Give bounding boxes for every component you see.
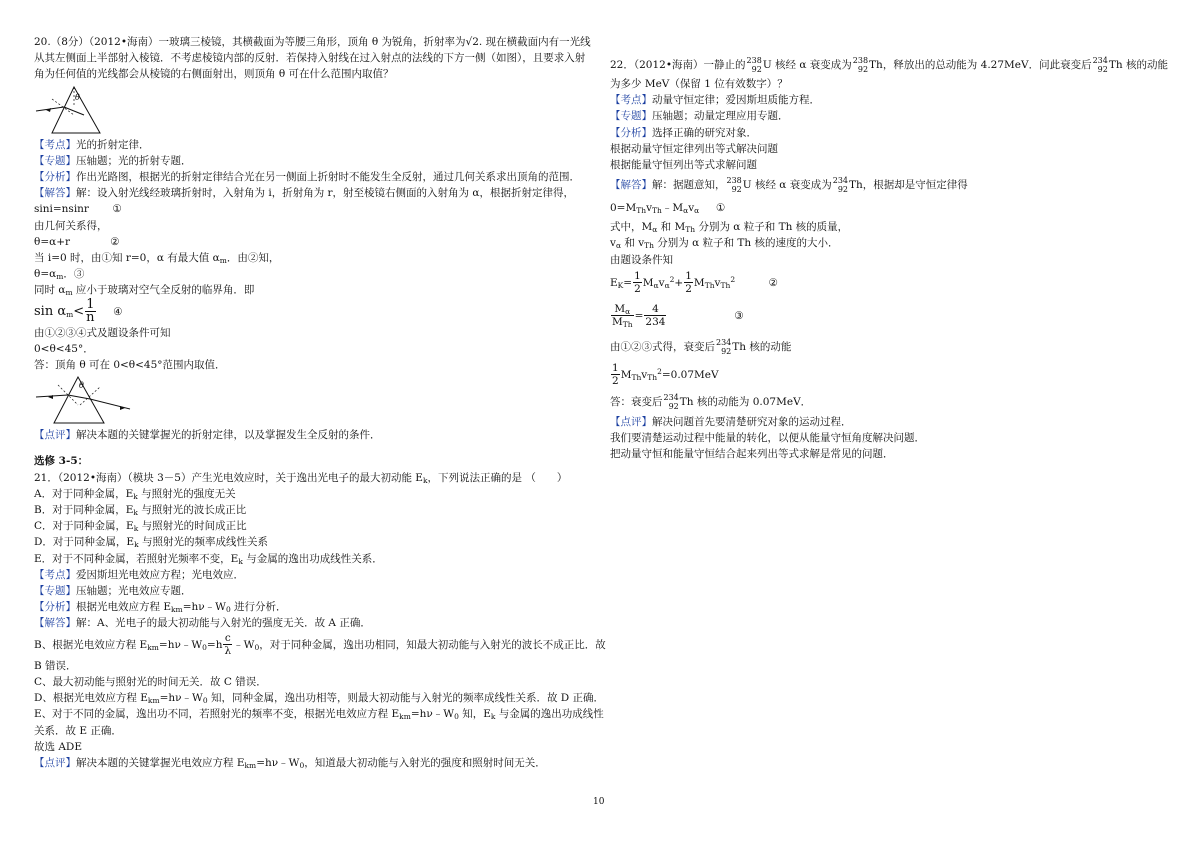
equation-2: θ=α+r ② (34, 235, 120, 248)
kaodian-22: 【考点】动量守恒定律；爱因斯坦质能方程． (610, 94, 820, 107)
critical-angle-line: 同时 $\alpha_m$ 应小于玻璃对空气全反射的临界角．即 (34, 284, 255, 298)
option-b: B．对于同种金属，$E_k$ 与照射光的波长成正比 (34, 504, 247, 518)
fenxi-21: 【分析】根据光电效应方程 $E_{km}=h\nu﹣W_0$ 进行分析． (34, 601, 287, 615)
option-a: A．对于同种金属，$E_k$ 与照射光的强度无关 (34, 487, 236, 501)
energy-equation: $E_K=$ $\frac{1}{2}$ $M_\alpha v_\alpha^2+$ $\frac{1}{2}$ $M_{Th}v_{Th}^2$ ② (610, 270, 778, 296)
condition-line: 当 i=0 时，由①知 r=0，α 有最大值 $\alpha_m$．由②知， (34, 252, 280, 266)
kinetic-energy-result: $\frac{1}{2}$ $M_{Th}v_{Th}^2=0.07MeV$ (612, 362, 719, 388)
dianping-22-l2: 我们要清楚运动过程中能量的转化，以便从能量守恒角度解决问题． (610, 432, 925, 445)
equation-3: $\theta=\alpha_m$．③ (34, 268, 85, 282)
theta-label: θ (75, 92, 80, 102)
where-line-1: 式中，$M_\alpha$ 和 $M_{Th}$ 分别为 α 粒子和 Th 核的质量， (610, 221, 849, 235)
dianping-22: 【点评】解决问题首先要清楚研究对象的运动过程． (610, 415, 852, 428)
fenxi-20: 【分析】作出光路图，根据光的折射定律结合光在另一侧面上折射时不能发生全反射，通过几何关系求出顶角的范围． (34, 171, 580, 184)
equation-4: $\sin \alpha_m<$ $\frac{1}{n}$ ④ (34, 296, 123, 325)
fenxi-22: 【分析】选择正确的研究对象． (610, 126, 757, 139)
zhuanti-20: 【专题】压轴题；光的折射专题． (34, 154, 192, 167)
theta-label-2: θ (79, 381, 84, 391)
solution-e-2: 关系．故 E 正确． (34, 724, 122, 737)
option-e: E．对于不同种金属，若照射光频率不变，$E_k$ 与金属的逸出功成线性关系． (34, 552, 383, 566)
kaodian-21: 【考点】爱因斯坦光电效应方程；光电效应． (34, 568, 244, 581)
fenxi-22-l2: 根据动量守恒定律列出等式解决问题 (610, 142, 778, 155)
prism-figure-1 (34, 85, 124, 135)
mass-ratio-equation: $\frac{M_\alpha}{M_{Th}}$ = $\frac{4}{234}$ ③ (612, 303, 744, 330)
solution-b-2: B 错误． (34, 659, 77, 672)
answer-22: 答：衰变后 234 92 Th 核的动能为 0.07MeV． (610, 392, 812, 411)
solution-e: E、对于不同的金属，逸出功不同，若照射光的频率不变，根据光电效应方程 $E_{km}=h\nu﹣W_0$ 知，$E_k$ 与金属的逸出功成线性 (34, 708, 604, 722)
left-column (34, 34, 606, 771)
q22-stem: 22．（2012•海南）一静止的 238 92 U 核经 α 衰变成为 238 92 Th，释放出的总动能为 4.27MeV．问此衰变后 234 92 Th 核的动能 (610, 56, 1168, 74)
range-line: 0<θ<45°． (34, 342, 94, 355)
where-line-2: $v_\alpha$ 和 $v_{Th}$ 分别为 α 粒子和 Th 核的速度的大小． (610, 237, 839, 251)
momentum-equation: $0=M_{Th}v_{Th}﹣M_\alpha v_\alpha$ ① (610, 202, 726, 216)
option-c: C．对于同种金属，$E_k$ 与照射光的时间成正比 (34, 520, 247, 534)
jieda-22: 【解答】解：据题意知， 238 92 U 核经 α 衰变成为 234 92 Th，根据却是守恒定律得 (610, 176, 968, 195)
section-title: 选修 3-5： (34, 455, 89, 468)
q20-line3: 角为任何值的光线都会从棱镜的右侧面射出，则顶角 θ 可在什么范围内取值？ (34, 68, 394, 81)
prism-figure-2 (34, 375, 134, 425)
dianping-22-l3: 把动量守恒和能量守恒结合起来列出等式求解是常见的问题． (610, 448, 894, 461)
fenxi-22-l3: 根据能量守恒列出等式求解问题 (610, 159, 757, 172)
q22-line2: 为多少 MeV（保留 1 位有效数字）？ (610, 78, 788, 90)
solution-c: C、最大初动能与照射光的时间无关．故 C 错误． (34, 675, 267, 688)
answer-20: 答：顶角 θ 可在 0<θ<45°范围内取值． (34, 359, 226, 372)
kaodian-20: 【考点】光的折射定律． (34, 138, 150, 151)
condition-22: 由题设条件知 (610, 253, 673, 266)
q20-line1: 20.（8分）（2012•海南）一玻璃三棱镜，其横截面为等腰三角形，顶角 θ 为锐角，折射率为√2. 现在横截面内有一光线 (34, 36, 591, 48)
result-line: 由①②③式得，衰变后 234 92 Th 核的动能 (610, 337, 792, 356)
solution-b: B、根据光电效应方程 $E_{km}=h\nu﹣W_0=h$ $\frac{c}{\lambda}$ $﹣W_0$，对于同种金属，逸出功相同，知最大初动能与入射光的波长不成正比．故 (34, 632, 606, 658)
dianping-20: 【点评】解决本题的关键掌握光的折射定律，以及掌握发生全反射的条件． (34, 429, 381, 442)
zhuanti-21: 【专题】压轴题；光电效应专题． (34, 585, 192, 598)
page-number: 10 (593, 797, 605, 807)
q20-line2: 从其左侧面上半部射入棱镜．不考虑棱镜内部的反射．若保持入射线在过入射点的法线的下方一侧（如图），且要求入射 (34, 52, 586, 65)
jieda-21: 【解答】解：A、光电子的最大初动能与入射光的强度无关．故 A 正确． (34, 617, 371, 630)
equation-1: sini=nsinr ① (34, 203, 122, 216)
dianping-21: 【点评】解决本题的关键掌握光电效应方程 $E_{km}=h\nu﹣W_0$，知道最大初动能与入射光的强度和照射时间无关． (34, 756, 546, 770)
q21-stem: 21．（2012•海南）（模块 3－5）产生光电效应时，关于逸出光电子的最大初动能 $E_k$，下列说法正确的是 （ ） (34, 471, 568, 485)
combine-line: 由①②③④式及题设条件可知 (34, 326, 171, 339)
zhuanti-22: 【专题】压轴题；动量定理应用专题． (610, 110, 789, 123)
jieda-20: 【解答】解：设入射光线经玻璃折射时，入射角为 i，折射角为 r，射至棱镜右侧面的入射角为 α，根据折射定律得， (34, 187, 574, 200)
geometry-line: 由几何关系得， (34, 219, 108, 232)
solution-d: D、根据光电效应方程 $E_{km}=h\nu﹣W_0$ 知，同种金属，逸出功相等，则最大初动能与入射光的频率成线性关系．故 D 正确． (34, 692, 605, 706)
choice-line: 故选 ADE (34, 740, 83, 753)
right-column (610, 54, 1175, 462)
option-d: D．对于同种金属，$E_k$ 与照射光的频率成线性关系 (34, 536, 268, 550)
